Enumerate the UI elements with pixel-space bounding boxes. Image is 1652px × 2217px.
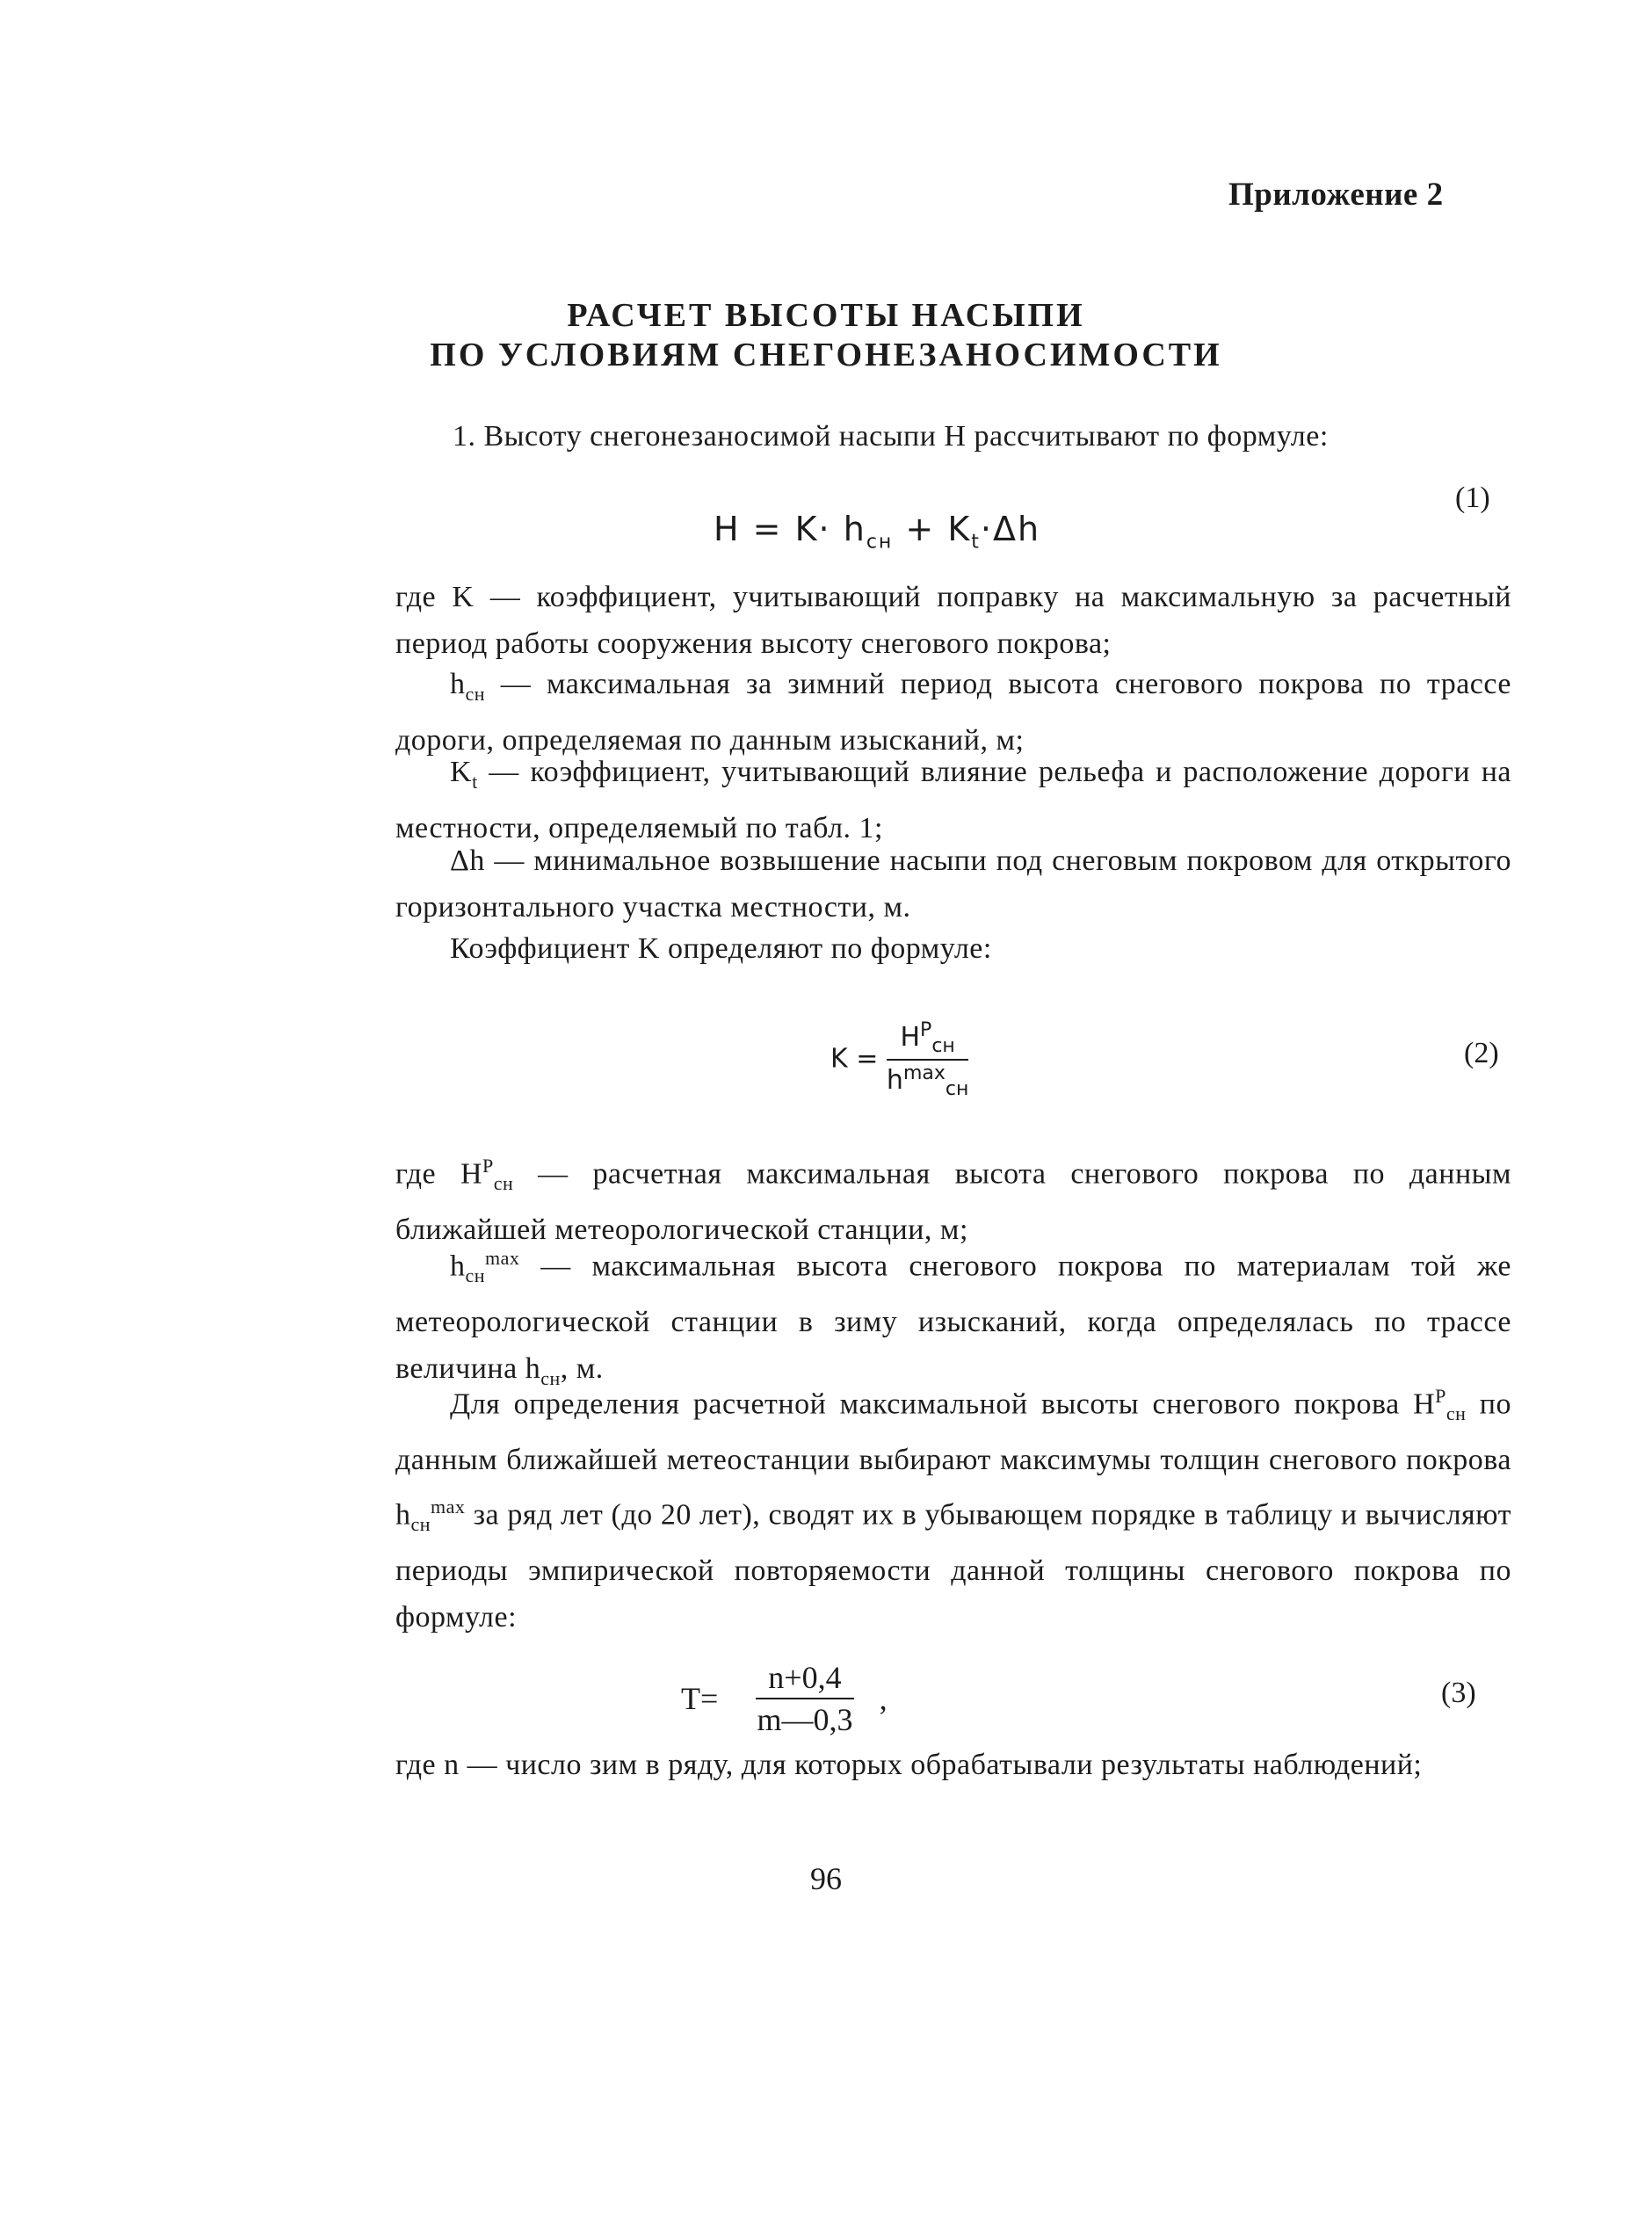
formula-2-denominator bbox=[887, 1061, 968, 1100]
formula-2-num-sup: P bbox=[920, 1019, 932, 1041]
method-text-a: Для определения расчетной максимальной высоты снегового покрова H bbox=[450, 1387, 1436, 1421]
page-title-line-1: РАСЧЕТ ВЫСОТЫ НАСЫПИ bbox=[567, 297, 1085, 334]
formula-2-fraction bbox=[887, 1019, 968, 1100]
formula-2-num-sub: сн bbox=[931, 1035, 955, 1057]
definition-k bbox=[395, 574, 1511, 667]
formula-1-dot: · bbox=[818, 510, 831, 548]
formula-3-fraction bbox=[756, 1659, 853, 1738]
formula-2-den-sup: max bbox=[902, 1062, 946, 1084]
formula-1-dh: Δh bbox=[992, 510, 1041, 548]
formula-3-denominator: m—0,3 bbox=[757, 1702, 853, 1737]
definition-n-text: где n — число зим в ряду, для которых обрабатывали результаты наблюдений; bbox=[395, 1749, 1423, 1781]
definition-term: где K bbox=[395, 581, 475, 613]
definition-term: Δh bbox=[450, 844, 485, 877]
method-text-b: по данным ближайшей метеостанции выбирают максимумы толщин снегового покрова h bbox=[395, 1387, 1511, 1532]
formula-1-eq: = bbox=[752, 510, 783, 548]
method-sub-a: сн bbox=[1446, 1402, 1467, 1425]
formula-2-lhs: K bbox=[830, 1043, 848, 1075]
formula-3-numerator: n+0,4 bbox=[756, 1659, 853, 1699]
definition-n bbox=[395, 1742, 1511, 1788]
definition-term: где H bbox=[395, 1157, 483, 1191]
definition-text: — коэффициент, учитывающий поправку на максимальную за расчетный период работы сооружения высоту снегового покрова; bbox=[395, 581, 1511, 660]
method-paragraph bbox=[395, 1373, 1511, 1641]
page-title-line-2: ПО УСЛОВИЯМ СНЕГОНЕЗАНОСИМОСТИ bbox=[430, 337, 1222, 373]
definition-term: h bbox=[450, 1250, 466, 1283]
definition-term: K bbox=[450, 756, 473, 788]
formula-2-den: h bbox=[886, 1065, 903, 1096]
formula-2-num: H bbox=[900, 1022, 921, 1053]
formula-1-kt-sub: t bbox=[971, 531, 981, 554]
k-intro-text: Коэффициент K определяют по формуле: bbox=[450, 932, 992, 965]
definition-term-sub: t bbox=[472, 770, 478, 793]
method-sup-a: P bbox=[1435, 1385, 1446, 1407]
formula-3-lhs: T= bbox=[681, 1681, 719, 1716]
definition-term-sub: сн bbox=[465, 682, 486, 705]
formula-1-kt: K bbox=[947, 510, 972, 548]
formula-2-den-sub: сн bbox=[945, 1078, 969, 1100]
formula-1-dot-2: · bbox=[980, 510, 993, 548]
definition-kt bbox=[395, 749, 1511, 851]
definition-term-sup: P bbox=[482, 1155, 494, 1177]
formula-1-lhs: H bbox=[714, 510, 741, 548]
formula-1-plus: + bbox=[905, 510, 936, 548]
definition-tail: , м. bbox=[560, 1352, 604, 1386]
k-intro bbox=[395, 925, 1511, 972]
definition-text: — максимальная высота снегового покрова по материалам той же метеорологической станции в зиму изысканий, когда определялась по трассе величина h bbox=[395, 1250, 1511, 1386]
formula-1-k: K bbox=[794, 510, 819, 548]
definition-text: — максимальная за зимний период высота снегового покрова по трассе дороги, определяемая по данным изысканий, м; bbox=[395, 668, 1511, 757]
definition-dh bbox=[395, 837, 1511, 931]
formula-1 bbox=[714, 510, 1040, 554]
formula-3-comma: , bbox=[879, 1681, 888, 1716]
equation-number-3: (3) bbox=[1441, 1677, 1476, 1709]
intro-paragraph bbox=[453, 413, 1507, 460]
definition-term-sup: max bbox=[485, 1247, 520, 1269]
definition-text: — расчетная максимальная высота снегового покрова по данным ближайшей метеорологической станции, м; bbox=[395, 1157, 1512, 1247]
equation-number-1: (1) bbox=[1455, 482, 1490, 514]
page-number: 96 bbox=[810, 1861, 842, 1896]
definition-term-sub: сн bbox=[465, 1264, 486, 1287]
formula-2-eq: = bbox=[856, 1043, 879, 1075]
formula-2-numerator bbox=[887, 1019, 968, 1061]
definition-text: — минимальное возвышение насыпи под снеговым покровом для открытого горизонтального участка местности, м. bbox=[395, 844, 1511, 924]
definition-term: h bbox=[450, 668, 466, 700]
method-sub-b: сн bbox=[410, 1513, 431, 1536]
appendix-label: Приложение 2 bbox=[1228, 177, 1444, 213]
definition-term-sub: сн bbox=[493, 1172, 514, 1195]
formula-2 bbox=[830, 1019, 968, 1100]
method-sup-b: max bbox=[431, 1496, 466, 1518]
formula-1-h: h bbox=[843, 510, 866, 548]
method-text-c: за ряд лет (до 20 лет), сводят их в убывающем порядке в таблицу и вычисляют периоды эмпирической повторяемости данной толщины снегового покрова по формуле: bbox=[395, 1498, 1511, 1634]
intro-text: 1. Высоту снегонезаносимой насыпи H рассчитывают по формуле: bbox=[453, 420, 1329, 453]
formula-1-h-sub: сн bbox=[866, 531, 894, 554]
formula-3 bbox=[681, 1659, 888, 1738]
equation-number-2: (2) bbox=[1464, 1037, 1499, 1069]
definition-text: — коэффициент, учитывающий влияние рельефа и расположение дороги на местности, определяемый по табл. 1; bbox=[395, 756, 1511, 844]
definition-tail-sub: сн bbox=[540, 1366, 561, 1389]
